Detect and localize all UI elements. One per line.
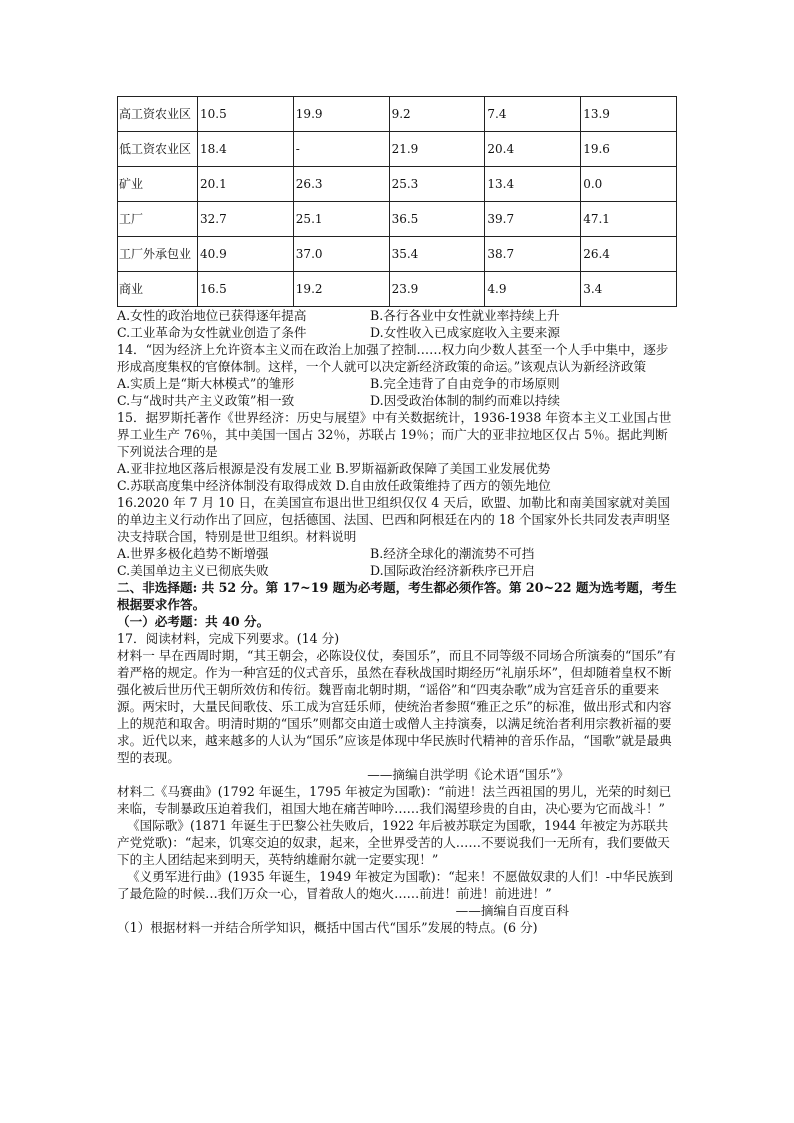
table-cell: 25.3 xyxy=(389,167,485,202)
option-a[interactable]: A.世界多极化趋势不断增强 xyxy=(117,546,269,561)
option-c[interactable]: C.与“战时共产主义政策”相一致 xyxy=(117,393,295,408)
table-cell: 7.4 xyxy=(485,97,581,132)
question-14 xyxy=(117,341,677,409)
option-d[interactable]: D.因受政治体制的制约而难以持续 xyxy=(370,393,560,408)
table-cell: 20.1 xyxy=(198,167,294,202)
table-cell: 40.9 xyxy=(198,237,294,272)
row-label: 低工资农业区 xyxy=(118,132,198,167)
table-cell: 39.7 xyxy=(485,202,581,237)
table-cell: 35.4 xyxy=(389,237,485,272)
source-citation-1: ——摘编自洪学明《论术语“国乐”》 xyxy=(367,767,569,782)
question-stem: 14．“因为经济上允许资本主义而在政治上加强了控制……权力向少数人甚至一个人手中集中，逐步形成高度集权的官僚体制。这样，一个人就可以决定新经济政策的命运。”该观点认为新经济政策 xyxy=(117,342,669,374)
table-cell: 38.7 xyxy=(485,237,581,272)
options-cd xyxy=(117,477,677,494)
material-2-internationale: 《国际歌》(1871 年诞生于巴黎公社失败后，1922 年后被苏联定为国歌，1944 年被定为苏联共产党党歌)：“起来，饥寒交迫的奴隶，起来，全世界受苦的人……不要说我们一无所有，我们要做天下的主人团结起来到明天，英特纳雄耐尔就一定要实现！” xyxy=(117,818,670,867)
table-cell: 0.0 xyxy=(581,167,677,202)
material-2-march-of-volunteers: 《义勇军进行曲》(1935 年诞生，1949 年被定为国歌)：“起来！不愿做奴隶的人们！-中华民族到了最危险的时候…我们万众一心，冒着敌人的炮火……前进！前进！前进进！” xyxy=(117,869,674,901)
table-row xyxy=(118,237,677,272)
table-cell: 4.9 xyxy=(485,272,581,307)
table-cell: 18.4 xyxy=(198,132,294,167)
row-label: 高工资农业区 xyxy=(118,97,198,132)
sub-question-1: （1）根据材料一并结合所学知识，概括中国古代“国乐”发展的特点。(6 分) xyxy=(117,920,538,935)
option-b[interactable]: B.各行各业中女性就业率持续上升 xyxy=(370,308,560,323)
table-row xyxy=(118,132,677,167)
option-a[interactable]: A.女性的政治地位已获得逐年提高 xyxy=(117,308,307,323)
table-cell: 3.4 xyxy=(581,272,677,307)
question-stem: 17．阅读材料，完成下列要求。(14 分) xyxy=(117,631,340,646)
option-a[interactable]: A.实质上是“斯大林模式”的雏形 xyxy=(117,376,295,391)
table-cell: 9.2 xyxy=(389,97,485,132)
table-cell: 16.5 xyxy=(198,272,294,307)
table-cell: 21.9 xyxy=(389,132,485,167)
row-label: 工厂外承包业 xyxy=(118,237,198,272)
table-row xyxy=(118,97,677,132)
table-cell: 37.0 xyxy=(293,237,389,272)
question-16 xyxy=(117,494,677,579)
table-cell: 13.9 xyxy=(581,97,677,132)
option-d[interactable]: D.女性收入已成家庭收入主要来源 xyxy=(370,325,560,340)
option-b[interactable]: B.经济全球化的潮流势不可挡 xyxy=(370,546,535,561)
option-b[interactable]: B.罗斯福新政保障了美国工业发展优势 xyxy=(335,461,551,476)
row-label: 矿业 xyxy=(118,167,198,202)
table-cell: 13.4 xyxy=(485,167,581,202)
employment-table xyxy=(117,96,677,307)
table-cell: 20.4 xyxy=(485,132,581,167)
table-cell: 36.5 xyxy=(389,202,485,237)
option-a[interactable]: A.亚非拉地区落后根源是没有发展工业 xyxy=(117,461,332,476)
options-ab xyxy=(117,460,677,477)
option-d[interactable]: D.国际政治经济新秩序已开启 xyxy=(370,563,535,578)
table-row xyxy=(118,202,677,237)
row-label: 工厂 xyxy=(118,202,198,237)
question-stem: 15．据罗斯托著作《世界经济：历史与展望》中有关数据统计，1936-1938 年资本主义工业国占世界工业生产 76％，其中美国一国占 32％，苏联占 19％；而广大的亚非拉地区仅占 5％。据此判断下列说法合理的是 xyxy=(117,410,672,459)
question-15 xyxy=(117,409,677,494)
table-cell: 19.2 xyxy=(293,272,389,307)
option-c[interactable]: C.美国单边主义已彻底失败 xyxy=(117,563,269,578)
option-b[interactable]: B.完全违背了自由竞争的市场原则 xyxy=(370,376,560,391)
question-stem: 16.2020 年 7 月 10 日，在美国宣布退出世卫组织仅仅 4 天后，欧盟、加勒比和南美国家就对美国的单边主义行动作出了回应，包括德国、法国、巴西和阿根廷在内的 18 个国家外长共同发表声明坚决支持联合国，特别是世卫组织。材料说明 xyxy=(117,495,670,544)
question-17 xyxy=(117,630,677,936)
source-citation-2: ——摘编自百度百科 xyxy=(455,903,569,918)
table-cell: - xyxy=(293,132,389,167)
section-heading: 二、非选择题: 共 52 分。第 17~19 题为必考题，考生都必须作答。第 20~22 题为选考题，考生根据要求作答。 xyxy=(117,580,677,612)
table-cell: 25.1 xyxy=(293,202,389,237)
table-cell: 47.1 xyxy=(581,202,677,237)
row-label: 商业 xyxy=(118,272,198,307)
table-cell: 23.9 xyxy=(389,272,485,307)
option-c[interactable]: C.苏联高度集中经济体制没有取得成效 xyxy=(117,478,332,493)
subsection-heading: （一）必考题：共 40 分。 xyxy=(117,614,270,629)
table-cell: 32.7 xyxy=(198,202,294,237)
table-row xyxy=(118,272,677,307)
table-cell: 19.9 xyxy=(293,97,389,132)
table-cell: 19.6 xyxy=(581,132,677,167)
table-cell: 26.4 xyxy=(581,237,677,272)
exam-page xyxy=(117,96,677,936)
material-1: 材料一 早在西周时期，“其王朝会，必陈设仪仗，奏国乐”，而且不同等级不同场合所演奏的“国乐”有着严格的规定。作为一种宫廷的仪式音乐，虽然在春秋战国时期经历“礼崩乐坏”，但却随着皇权不断强化被后世历代王朝所效仿和传衍。魏晋南北朝时期，“谣俗”和“四夷杂歌”成为宫廷音乐的重要来源。两宋时，大量民间歌伎、乐工成为宫廷乐师，使统治者参照“雅正之乐”的标准，做出形式和内容上的规范和取舍。明清时期的“国乐”则都交由道士或僧人主持演奏，以满足统治者利用宗教祈福的要求。近代以来，越来越多的人认为“国乐”应该是体现中华民族时代精神的音乐作品，“国歌”就是最典型的表现。 xyxy=(117,648,676,765)
table-cell: 26.3 xyxy=(293,167,389,202)
material-2-marseillaise: 材料二《马赛曲》(1792 年诞生，1795 年被定为国歌)：“前进！法兰西祖国的男儿，光荣的时刻已来临，专制暴政压迫着我们，祖国大地在痛苦呻吟……我们渴望珍贵的自由，决心要为它而战斗！” xyxy=(117,784,672,816)
option-c[interactable]: C.工业革命为女性就业创造了条件 xyxy=(117,325,307,340)
option-d[interactable]: D.自由放任政策维持了西方的领先地位 xyxy=(335,478,551,493)
question-13-options xyxy=(117,307,677,341)
table-row xyxy=(118,167,677,202)
table-cell: 10.5 xyxy=(198,97,294,132)
